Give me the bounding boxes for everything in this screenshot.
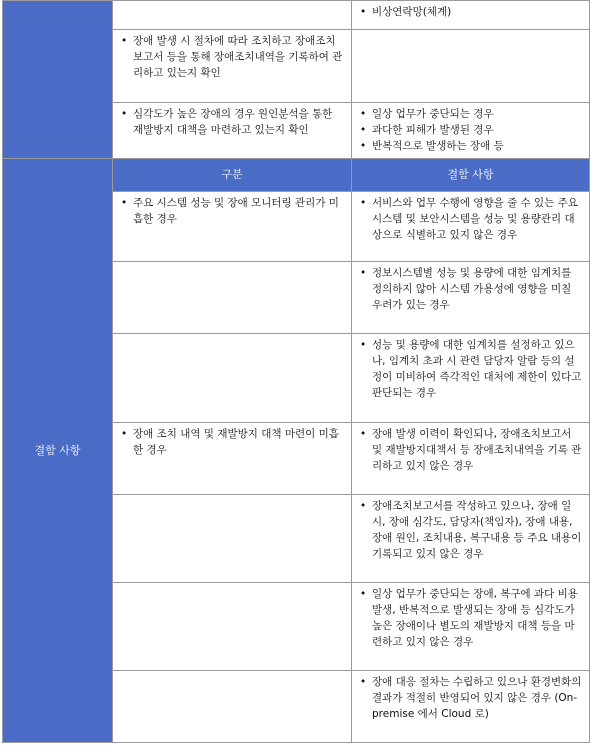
table-row [3, 1, 590, 30]
defect-cell [352, 262, 590, 334]
category-cell [113, 671, 352, 743]
list-item: • 일상 업무가 중단되는 경우 [358, 106, 583, 122]
list-item: • 주요 시스템 성능 및 장애 모니터링 관리가 미흡한 경우 [119, 195, 345, 227]
list-item: • 장애조치보고서를 작성하고 있으나, 장애 일시, 장애 심각도, 담당자(책임자), 장애 내용, 장애 원인, 조치내용, 복구내용 등 주요 내용이 기록되고 있지 않은 경우 [358, 498, 583, 562]
right-cell [352, 103, 590, 159]
defect-cell [352, 583, 590, 671]
left-cell [113, 1, 352, 30]
category-cell [113, 495, 352, 583]
list-item: • 장애 조치 내역 및 재발방지 대책 마련이 미흡한 경우 [119, 426, 345, 458]
list-item: • 서비스와 업무 수행에 영향을 줄 수 있는 주요시스템 및 보안시스템을 성능 및 용량관리 대상으로 식별하고 있지 않은 경우 [358, 195, 583, 243]
left-cell [113, 103, 352, 159]
checklist-table [2, 0, 590, 743]
side-label: 결함 사항 [3, 159, 113, 743]
category-cell [113, 423, 352, 495]
left-cell [113, 30, 352, 103]
list-item: • 일상 업무가 중단되는 장애, 복구에 과다 비용 발생, 반복적으로 발생되는 장애 등 심각도가 높은 장애이나 별도의 재발방지 대책 등을 마련하고 있지 않은 경우 [358, 586, 583, 650]
list-item: • 장애 발생 이력이 확인되나, 장애조치보고서 및 재발방지대책서 등 장애조치내역을 기록 관리하고 있지 않은 경우 [358, 426, 583, 474]
list-item: • 정보시스템별 성능 및 용량에 대한 임계치를 정의하지 않아 시스템 가용성에 영향을 미칠 우려가 있는 경우 [358, 265, 583, 313]
side-cell-blank [3, 1, 113, 159]
category-cell [113, 583, 352, 671]
category-cell [113, 262, 352, 334]
list-item: • 반복적으로 발생하는 장애 등 [358, 138, 583, 154]
defect-cell [352, 671, 590, 743]
column-header-defect: 결함 사항 [352, 159, 590, 192]
column-header-category: 구분 [113, 159, 352, 192]
list-item: • 성능 및 용량에 대한 임계치를 설정하고 있으나, 임계치 초과 시 관련 담당자 알람 등의 설정이 미비하여 즉각적인 대처에 제한이 있다고 판단되는 경우 [358, 337, 583, 401]
defect-cell [352, 495, 590, 583]
list-item: • 비상연락망(체계) [358, 4, 583, 20]
list-item: • 과다한 피해가 발생된 경우 [358, 122, 583, 138]
defect-cell [352, 192, 590, 262]
right-cell [352, 1, 590, 30]
document-page [2, 0, 589, 749]
list-item: • 장애 대응 절차는 수립하고 있으나 환경변화의 결과가 적절히 반영되어 있지 않은 경우 (On-premise 에서 Cloud 로) [358, 674, 583, 722]
defect-cell [352, 423, 590, 495]
category-cell [113, 334, 352, 423]
right-cell [352, 30, 590, 103]
list-item: • 심각도가 높은 장애의 경우 원인분석을 통한 재발방지 대책을 마련하고 있는지 확인 [119, 106, 345, 138]
defect-cell [352, 334, 590, 423]
category-cell [113, 192, 352, 262]
list-item: • 장애 발생 시 절차에 따라 조치하고 장애조치보고서 등을 통해 장애조치내역을 기록하여 관리하고 있는지 확인 [119, 33, 345, 81]
table-row [3, 159, 590, 192]
